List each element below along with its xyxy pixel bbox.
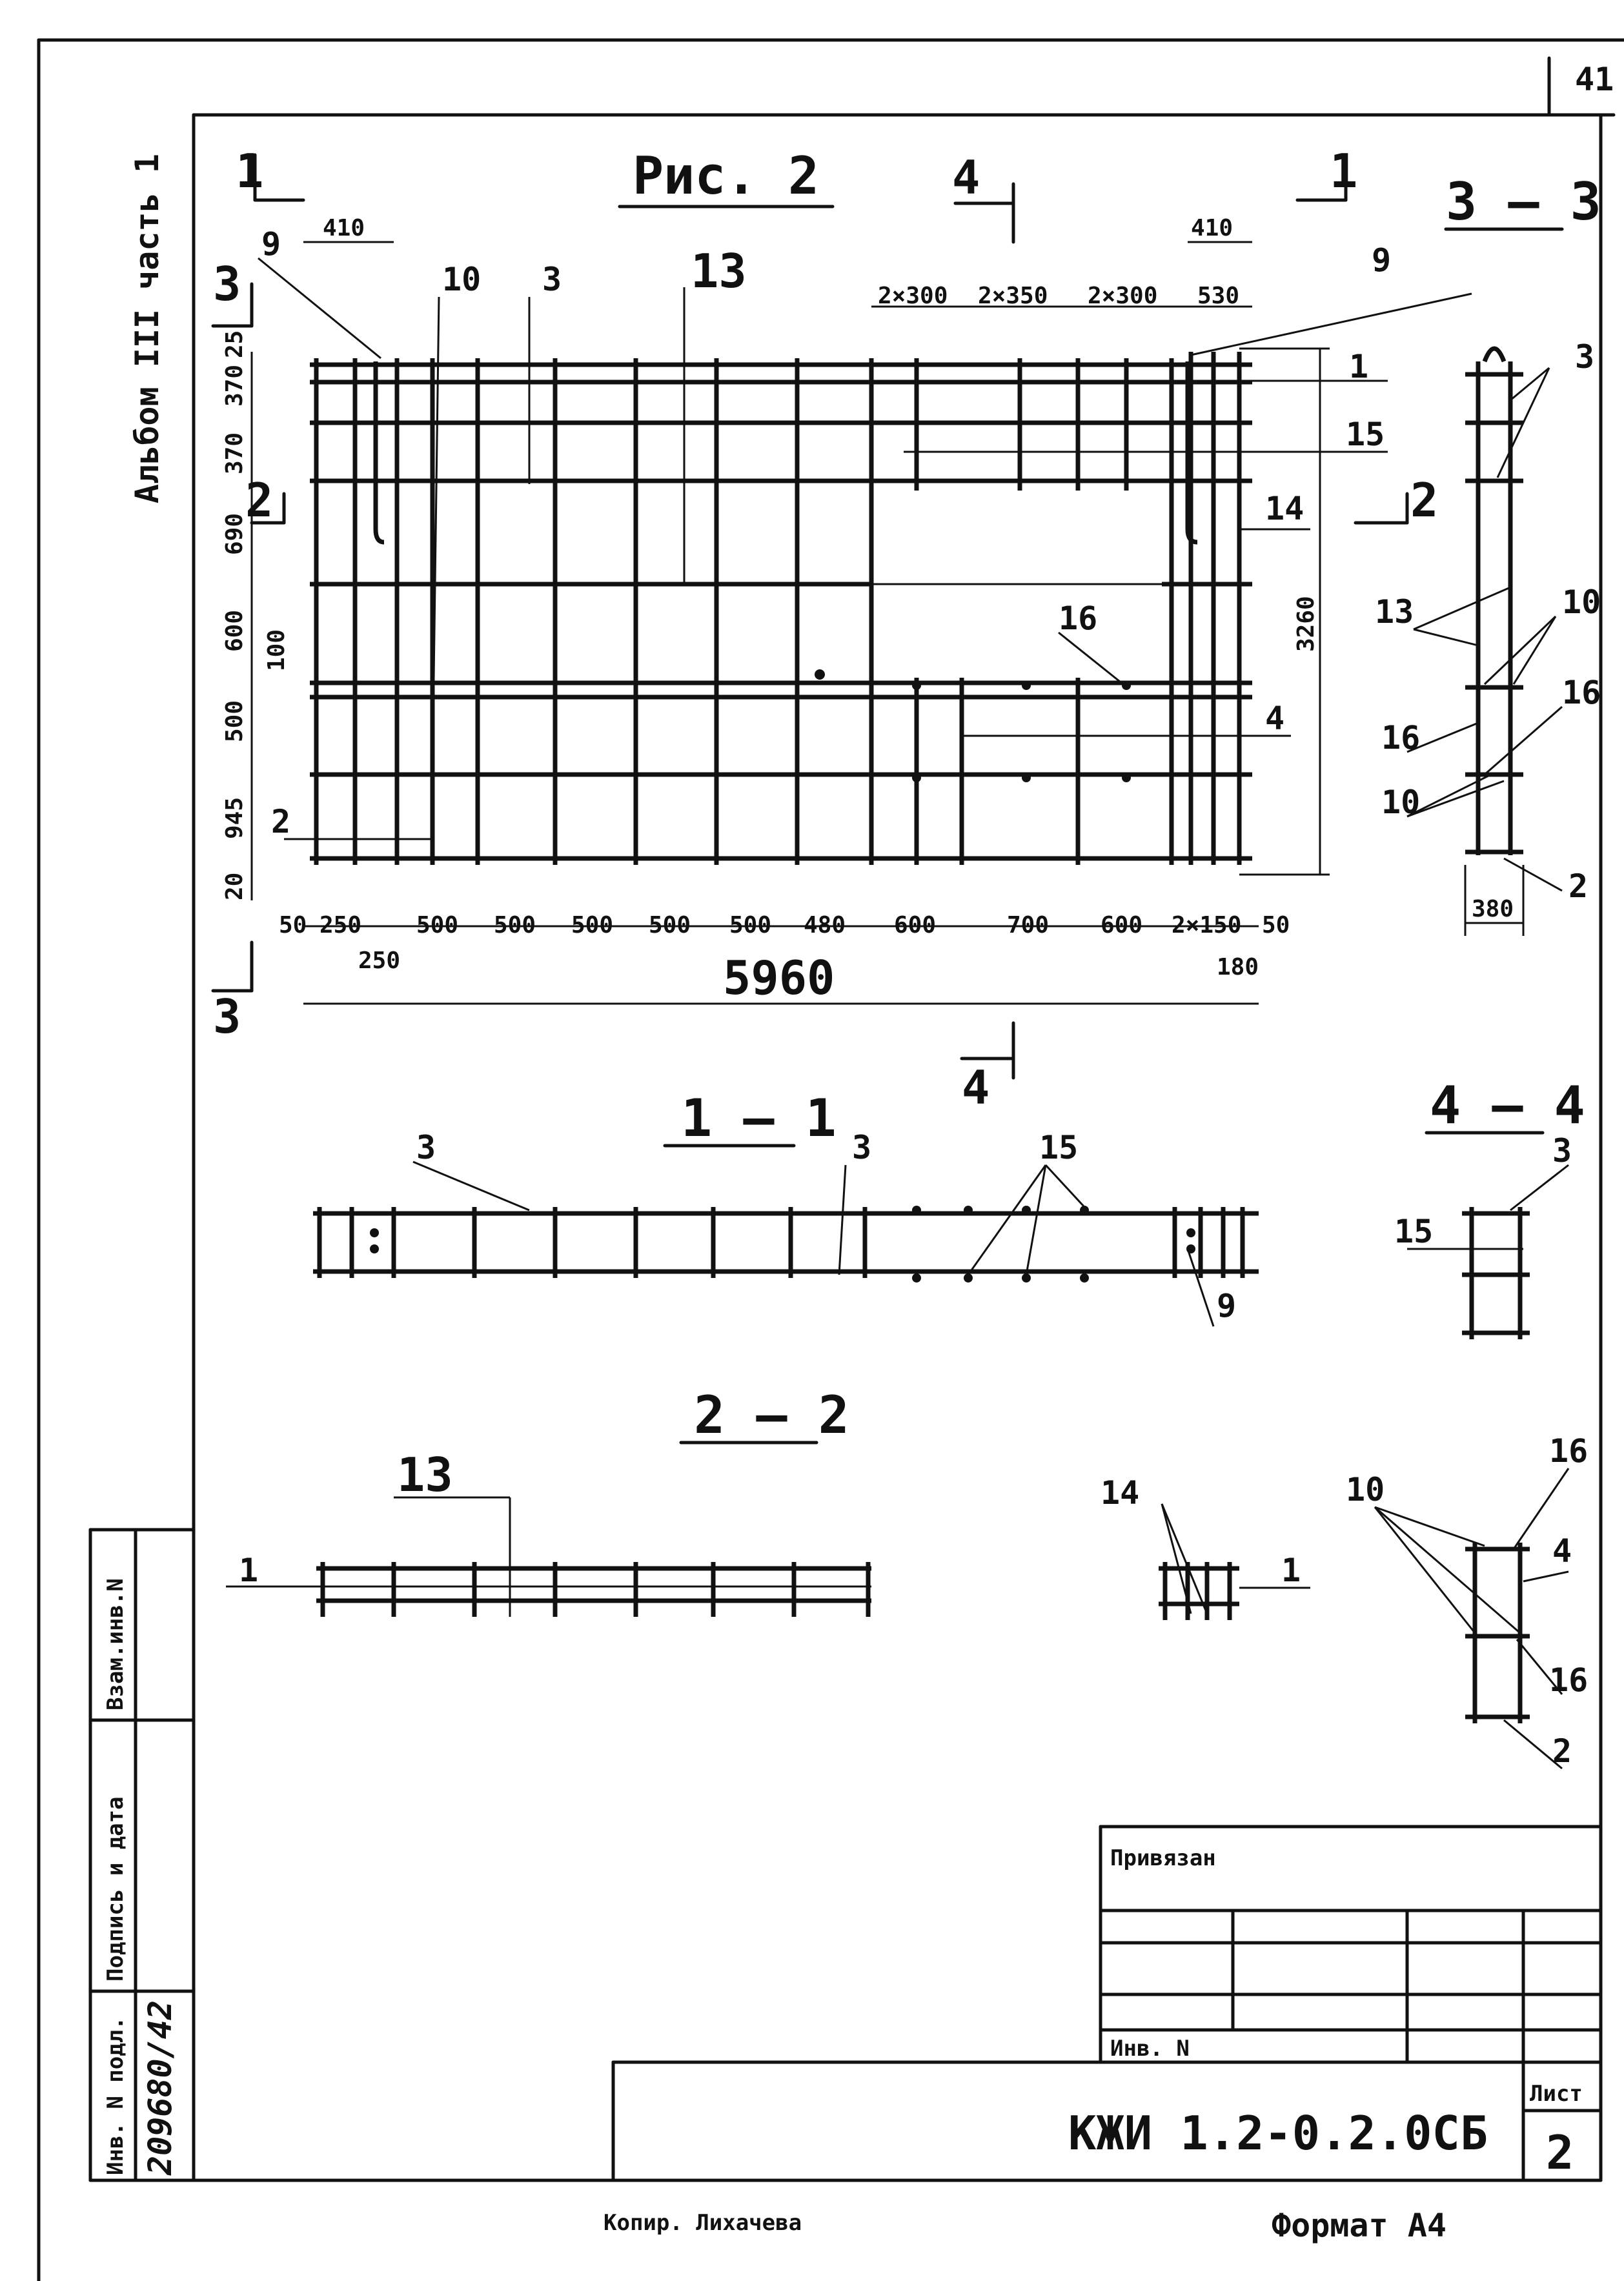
dim-b-500b: 500	[494, 912, 536, 938]
section-mark-4-bottom: 4	[962, 1060, 990, 1115]
dim-top-2x300b: 2×300	[1088, 283, 1158, 309]
section-4-4-title: 4 — 4	[1430, 1075, 1585, 1135]
title-inv-label: Инв. N	[1110, 2036, 1190, 2062]
dim-b-600b: 600	[1101, 912, 1143, 938]
callout-10-s33-bottom: 10	[1381, 784, 1421, 821]
stamp-replaced-inv: Взам.инв.N	[103, 1578, 128, 1710]
section-mark-3-bottom: 3	[213, 989, 241, 1044]
dimension-lines	[252, 242, 1330, 1004]
dim-top-2x300a: 2×300	[878, 283, 948, 309]
dim-b-50r: 50	[1262, 912, 1290, 938]
section-mark-1-right: 1	[1330, 144, 1358, 198]
callout-14-main: 14	[1265, 490, 1304, 527]
section-3-3-view	[1407, 349, 1562, 936]
dim-v-25: 25	[221, 330, 248, 358]
title-sheet-number: 2	[1546, 2125, 1574, 2180]
callout-16-sbr-bottom: 16	[1549, 1661, 1588, 1699]
title-tied-label: Привязан	[1110, 1845, 1216, 1871]
dim-b-180: 180	[1217, 954, 1259, 980]
callout-16-sbr-top: 16	[1549, 1432, 1588, 1470]
dim-b-500d: 500	[649, 912, 691, 938]
section-mark-2-left: 2	[245, 473, 274, 527]
dim-b-500c: 500	[571, 912, 614, 938]
callout-4-sbr: 4	[1552, 1532, 1572, 1570]
callout-3-s11-left: 3	[416, 1129, 436, 1166]
callout-13-s33: 13	[1375, 593, 1414, 631]
callout-2-s33: 2	[1568, 867, 1588, 905]
callout-4-main: 4	[1265, 700, 1285, 737]
dim-b-50l: 50	[279, 912, 307, 938]
dim-w-380: 380	[1472, 896, 1514, 922]
callout-13-main: 13	[691, 244, 747, 298]
section-mark-4-top: 4	[952, 150, 980, 205]
dim-v-600: 600	[221, 609, 248, 652]
callout-10-s33-top: 10	[1562, 583, 1601, 621]
section-mark-2-right: 2	[1410, 473, 1439, 527]
album-label: Альбом III часть 1	[128, 154, 166, 503]
callout-15-s11: 15	[1039, 1129, 1079, 1166]
figure-title: Рис. 2	[633, 146, 819, 206]
dim-b-700: 700	[1007, 912, 1050, 938]
callout-3-main: 3	[542, 261, 562, 298]
dim-b-2x150: 2×150	[1172, 912, 1242, 938]
callout-9-s11: 9	[1217, 1287, 1237, 1324]
callout-2-sbr: 2	[1552, 1732, 1572, 1770]
callout-13-s22: 13	[397, 1448, 453, 1502]
title-designation: КЖИ 1.2-0.2.0СБ	[1068, 2106, 1488, 2160]
section-2-2-view	[226, 1497, 871, 1617]
main-elevation	[310, 352, 1252, 865]
dim-b-600a: 600	[894, 912, 937, 938]
callout-3-s11-mid: 3	[852, 1129, 872, 1166]
copied-by: Копир. Лихачева	[604, 2210, 802, 2236]
callout-3-s44: 3	[1552, 1132, 1572, 1170]
callout-1-s14: 1	[1281, 1552, 1301, 1589]
section-mark-3-top: 3	[213, 257, 241, 311]
page-number: 41	[1575, 61, 1614, 98]
callout-9-right: 9	[1372, 241, 1392, 279]
dim-b-250a: 250	[320, 912, 362, 938]
dim-top-530: 530	[1197, 283, 1240, 309]
dim-v-100: 100	[263, 629, 290, 671]
callout-16-s33-left: 16	[1381, 719, 1421, 756]
dim-top-410-right: 410	[1191, 215, 1233, 241]
dim-v-370b: 370	[221, 432, 248, 474]
dim-v-945: 945	[221, 796, 248, 839]
callout-1-s22: 1	[239, 1552, 259, 1589]
dim-top-410-left: 410	[323, 215, 365, 241]
callout-14-s14: 14	[1101, 1474, 1140, 1512]
dim-b-5960: 5960	[723, 951, 835, 1005]
callout-10-main: 10	[442, 261, 482, 298]
dim-v-20: 20	[221, 872, 248, 900]
section-bottom-right-view	[1375, 1468, 1568, 1769]
callout-15-s44: 15	[1394, 1213, 1434, 1250]
dim-b-250b: 250	[358, 948, 401, 974]
section-mark-1-left: 1	[236, 144, 264, 198]
callout-2-main: 2	[271, 803, 291, 840]
section-2-2-title: 2 — 2	[694, 1385, 849, 1445]
dim-v-3260: 3260	[1293, 596, 1319, 652]
section-1-1-view	[313, 1162, 1259, 1326]
section-1-1-title: 1 — 1	[681, 1088, 837, 1148]
stamp-inv-value: 209680/42	[141, 2000, 179, 2175]
callout-1-main: 1	[1349, 348, 1369, 385]
sheet-frame	[39, 40, 1624, 2281]
callout-leaders	[258, 258, 1472, 839]
callout-9-main: 9	[261, 225, 281, 263]
callout-3-s33: 3	[1575, 338, 1595, 376]
callout-10-sbr: 10	[1346, 1471, 1385, 1508]
callout-16-main: 16	[1059, 600, 1098, 637]
section-4-4-view	[1407, 1165, 1568, 1339]
callout-15-main: 15	[1346, 416, 1385, 453]
dim-b-480: 480	[804, 912, 846, 938]
callout-16-s33-top: 16	[1562, 674, 1601, 711]
dim-b-500a: 500	[416, 912, 459, 938]
format-label: Формат А4	[1272, 2207, 1446, 2244]
dim-v-690: 690	[221, 512, 248, 555]
dim-b-500e: 500	[729, 912, 772, 938]
stamp-signature-date: Подпись и дата	[103, 1796, 128, 1982]
title-sheet-label: Лист	[1530, 2081, 1583, 2107]
dim-top-2x350: 2×350	[978, 283, 1048, 309]
dim-v-370a: 370	[221, 364, 248, 407]
stamp-inv-orig: Инв. N подл.	[103, 2016, 128, 2175]
section-3-3-title: 3 — 3	[1446, 172, 1601, 232]
dim-v-500: 500	[221, 700, 248, 742]
